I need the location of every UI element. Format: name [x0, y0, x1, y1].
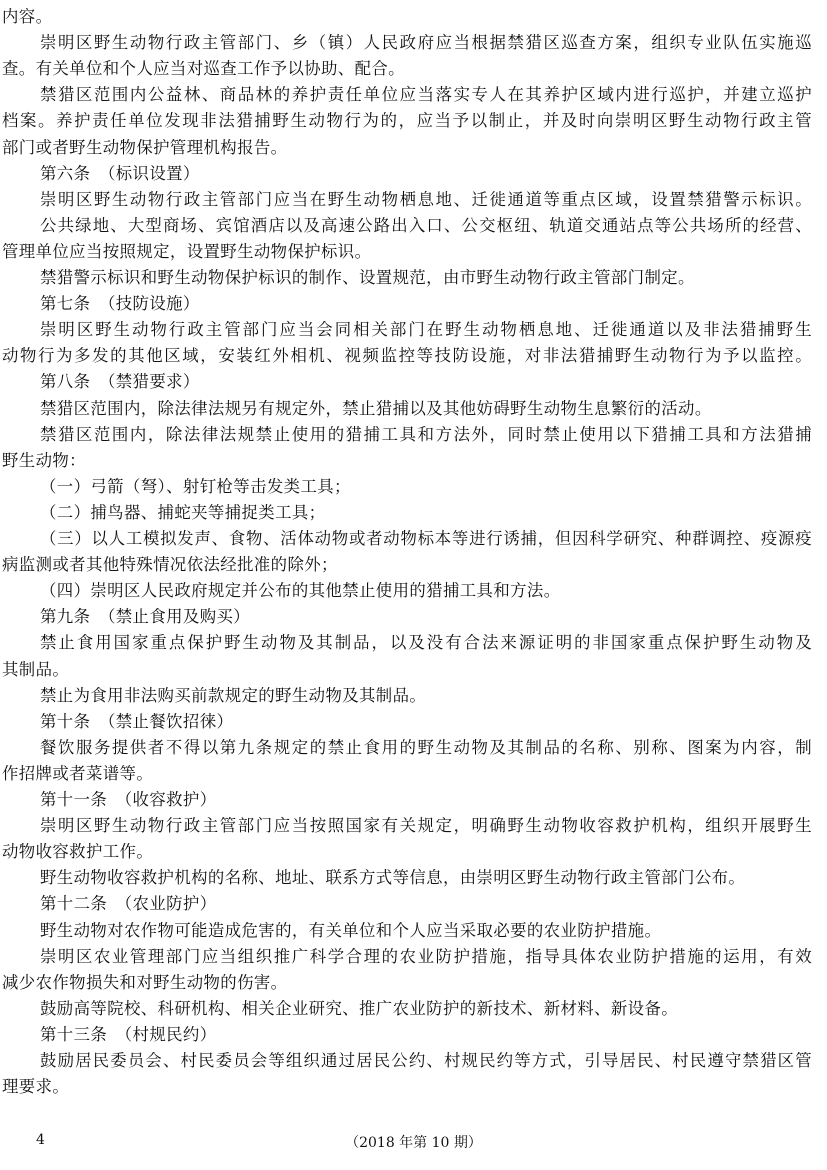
text-line: （一）弓箭（弩）、射钉枪等击发类工具；	[40, 476, 351, 496]
text-line: 查。有关单位和个人应当对巡查工作予以协助、配合。	[2, 59, 405, 79]
text-line: （二）捕鸟器、捕蛇夹等捕捉类工具；	[40, 502, 326, 522]
text-line: 禁止为食用非法购买前款规定的野生动物及其制品。	[40, 685, 427, 705]
text-line: 动物收容救护工作。	[2, 842, 154, 862]
text-line: （三）以人工模拟发声、食物、活体动物或者动物标本等进行诱捕，但因科学研究、种群调控、疫源疫	[40, 529, 812, 548]
text-line: 减少农作物损失和对野生动物的伤害。	[2, 972, 288, 992]
text-line: 崇明区野生动物行政主管部门应当会同相关部门在野生动物栖息地、迁徙通道以及非法猎捕野生	[40, 320, 812, 340]
text-line: 崇明区野生动物行政主管部门应当按照国家有关规定，明确野生动物收容救护机构，组织开展野生	[40, 816, 812, 836]
text-line: 其制品。	[2, 659, 70, 679]
text-line: 崇明区农业管理部门应当组织推广科学合理的农业防护措施，指导具体农业防护措施的运用，有效	[40, 946, 812, 966]
text-line: 档案。养护责任单位发现非法猎捕野生动物行为的，应当予以制止，并及时向崇明区野生动物行政主管	[2, 111, 812, 131]
text-line: 野生动物收容救护机构的名称、地址、联系方式等信息，由崇明区野生动物行政主管部门公布。	[40, 868, 746, 888]
page-footer	[0, 1132, 827, 1162]
text-line: 野生动物对农作物可能造成危害的，有关单位和个人应当采取必要的农业防护措施。	[40, 920, 662, 940]
text-line: 鼓励高等院校、科研机构、相关企业研究、推广农业防护的新技术、新材料、新设备。	[40, 998, 679, 1018]
text-line: 鼓励居民委员会、村民委员会等组织通过居民公约、村规民约等方式，引导居民、村民遵守禁猎区管	[40, 1051, 812, 1070]
text-line: 动物行为多发的其他区域，安装红外相机、视频监控等技防设施，对非法猎捕野生动物行为予以监控。	[2, 346, 812, 366]
text-line: 病监测或者其他特殊情况依法经批准的除外；	[2, 555, 338, 575]
article-heading: 第六条 （标识设置）	[40, 163, 200, 183]
text-line: 崇明区野生动物行政主管部门、乡（镇）人民政府应当根据禁猎区巡查方案，组织专业队伍实施巡	[40, 33, 812, 53]
text-line: 管理单位应当按照规定，设置野生动物保护标识。	[2, 241, 372, 261]
text-line: 餐饮服务提供者不得以第九条规定的禁止食用的野生动物及其制品的名称、别称、图案为内容，制	[40, 737, 812, 757]
article-heading: 第十一条 （收容救护）	[40, 790, 217, 809]
article-heading: 第七条 （技防设施）	[40, 294, 200, 314]
text-line: 内容。	[2, 7, 53, 26]
text-line: 禁猎区范围内，除法律法规禁止使用的猎捕工具和方法外，同时禁止使用以下猎捕工具和方法猎捕	[40, 424, 812, 444]
text-line: 理要求。	[2, 1077, 70, 1097]
text-line: （四）崇明区人民政府规定并公布的其他禁止使用的猎捕工具和方法。	[40, 581, 561, 601]
article-heading: 第八条 （禁猎要求）	[40, 372, 200, 392]
text-line: 作招牌或者菜谱等。	[2, 763, 154, 783]
article-heading: 第十条 （禁止餐饮招徕）	[40, 711, 234, 731]
text-line: 禁猎区范围内，除法律法规另有规定外，禁止猎捕以及其他妨碍野生动物生息繁衍的活动。	[40, 398, 712, 418]
issue-label: （2018 年第 10 期）	[345, 1135, 482, 1151]
article-heading: 第十三条 （村规民约）	[40, 1024, 217, 1044]
page-number: 4	[36, 1132, 45, 1148]
text-line: 部门或者野生动物保护管理机构报告。	[2, 137, 288, 157]
text-line: 禁止食用国家重点保护野生动物及其制品，以及没有合法来源证明的非国家重点保护野生动物及	[40, 633, 812, 653]
text-line: 崇明区野生动物行政主管部门应当在野生动物栖息地、迁徙通道等重点区域，设置禁猎警示标识。	[40, 189, 812, 209]
text-line: 禁猎区范围内公益林、商品林的养护责任单位应当落实专人在其养护区域内进行巡护，并建立巡护	[40, 85, 812, 105]
text-line: 禁猎警示标识和野生动物保护标识的制作、设置规范，由市野生动物行政主管部门制定。	[40, 268, 695, 287]
article-heading: 第九条 （禁止食用及购买）	[40, 607, 251, 627]
article-heading: 第十二条 （农业防护）	[40, 894, 217, 914]
text-line: 野生动物：	[2, 450, 86, 470]
text-line: 公共绿地、大型商场、宾馆酒店以及高速公路出入口、公交枢纽、轨道交通站点等公共场所的经营、	[40, 215, 812, 235]
